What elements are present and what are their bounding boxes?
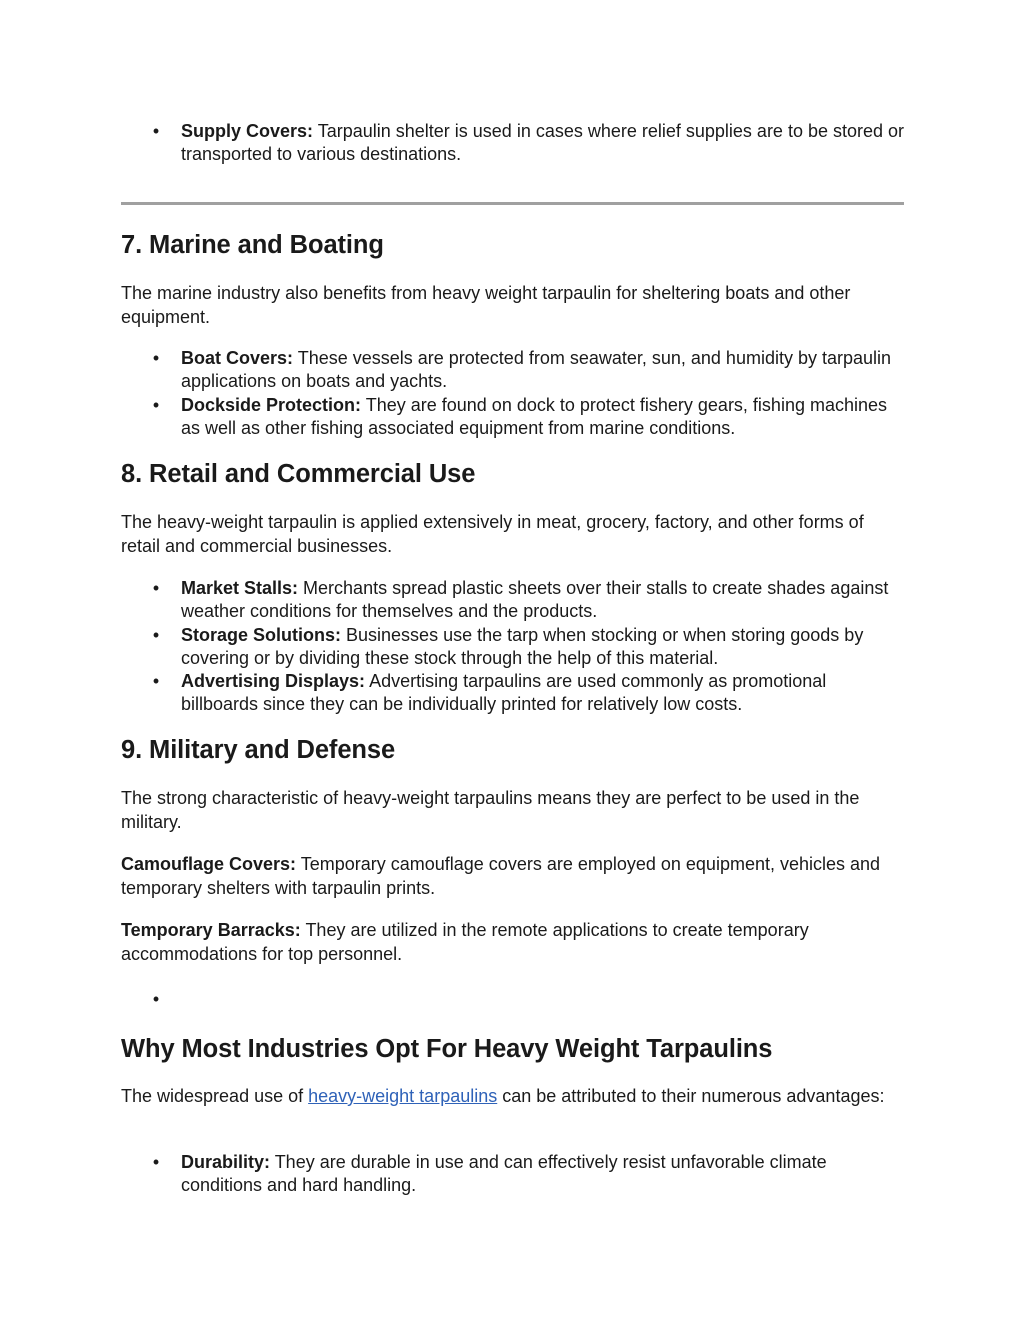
why-intro-after: can be attributed to their numerous advantages:	[497, 1086, 885, 1106]
section-heading-military: 9. Military and Defense	[121, 736, 396, 764]
section-divider	[121, 202, 904, 205]
bullet-icon: •	[152, 671, 160, 692]
list-item	[121, 347, 906, 394]
bullet-icon: •	[152, 394, 160, 415]
camouflage-text: Temporary camouflage covers are employed on equipment, vehicles and temporary shelters with tarpaulin prints.	[121, 854, 881, 898]
list-item-text: They are durable in use and can effectively resist unfavorable climate conditions and hard handling.	[181, 1152, 827, 1196]
list-item-text: These vessels are protected from seawater, sun, and humidity by tarpaulin applications on boats and yachts.	[181, 348, 892, 392]
section-heading-retail: 8. Retail and Commercial Use	[121, 460, 476, 488]
list-item-term: Advertising Displays:	[181, 671, 366, 692]
list-item-term: Boat Covers:	[181, 348, 294, 368]
list-item	[121, 624, 906, 671]
bullet-icon: •	[152, 121, 160, 141]
retail-list	[121, 577, 906, 717]
barracks-term: Temporary Barracks:	[121, 920, 301, 940]
why-intro	[121, 1085, 906, 1109]
bullet-icon: •	[152, 624, 160, 645]
bullet-icon: •	[152, 989, 160, 1009]
camouflage-paragraph	[121, 853, 906, 900]
list-item	[121, 120, 906, 167]
list-item-text: They are found on dock to protect fishery gears, fishing machines as well as other fishing associated equipment from marine conditions.	[181, 394, 888, 438]
heavy-weight-tarpaulins-link[interactable]: heavy-weight tarpaulins	[308, 1086, 498, 1106]
list-item	[121, 394, 906, 441]
barracks-paragraph	[121, 919, 906, 966]
list-item-text: Businesses use the tarp when stocking or when storing goods by covering or by dividing these stock through the help of this material.	[181, 624, 864, 668]
list-item	[121, 670, 906, 717]
camouflage-term: Camouflage Covers:	[121, 854, 297, 874]
marine-intro: The marine industry also benefits from heavy weight tarpaulin for sheltering boats and other equipment.	[121, 283, 851, 327]
list-item-term: Dockside Protection:	[181, 394, 362, 415]
bullet-icon: •	[152, 348, 160, 368]
retail-intro: The heavy-weight tarpaulin is applied extensively in meat, grocery, factory, and other forms of retail and commercial businesses.	[121, 512, 864, 556]
bullet-icon: •	[152, 578, 160, 598]
bullet-icon: •	[152, 1152, 160, 1172]
list-item-term: Durability:	[181, 1152, 271, 1172]
why-intro-before: The widespread use of	[121, 1086, 309, 1106]
list-item-text: Tarpaulin shelter is used in cases where relief supplies are to be stored or transported to various destinations.	[181, 121, 905, 165]
list-item	[121, 1151, 906, 1198]
barracks-text: They are utilized in the remote applications to create temporary accommodations for top personnel.	[121, 920, 809, 964]
list-item-text: Merchants spread plastic sheets over their stalls to create shades against weather conditions for themselves and the products.	[181, 578, 889, 622]
list-item	[121, 577, 906, 624]
list-item-term: Market Stalls:	[181, 578, 299, 598]
list-item-text: Advertising tarpaulins are used commonly as promotional billboards since they can be individually printed for relatively low costs.	[181, 671, 827, 715]
list-item-term: Supply Covers:	[181, 121, 314, 141]
list-item-term: Storage Solutions:	[181, 624, 342, 645]
military-intro: The strong characteristic of heavy-weight tarpaulins means they are perfect to be used in the military.	[121, 788, 860, 832]
supply-list	[121, 120, 906, 167]
section-heading-why: Why Most Industries Opt For Heavy Weight Tarpaulins	[121, 1035, 773, 1063]
section-heading-marine: 7. Marine and Boating	[121, 231, 384, 259]
marine-list	[121, 347, 906, 440]
why-list	[121, 1151, 906, 1198]
